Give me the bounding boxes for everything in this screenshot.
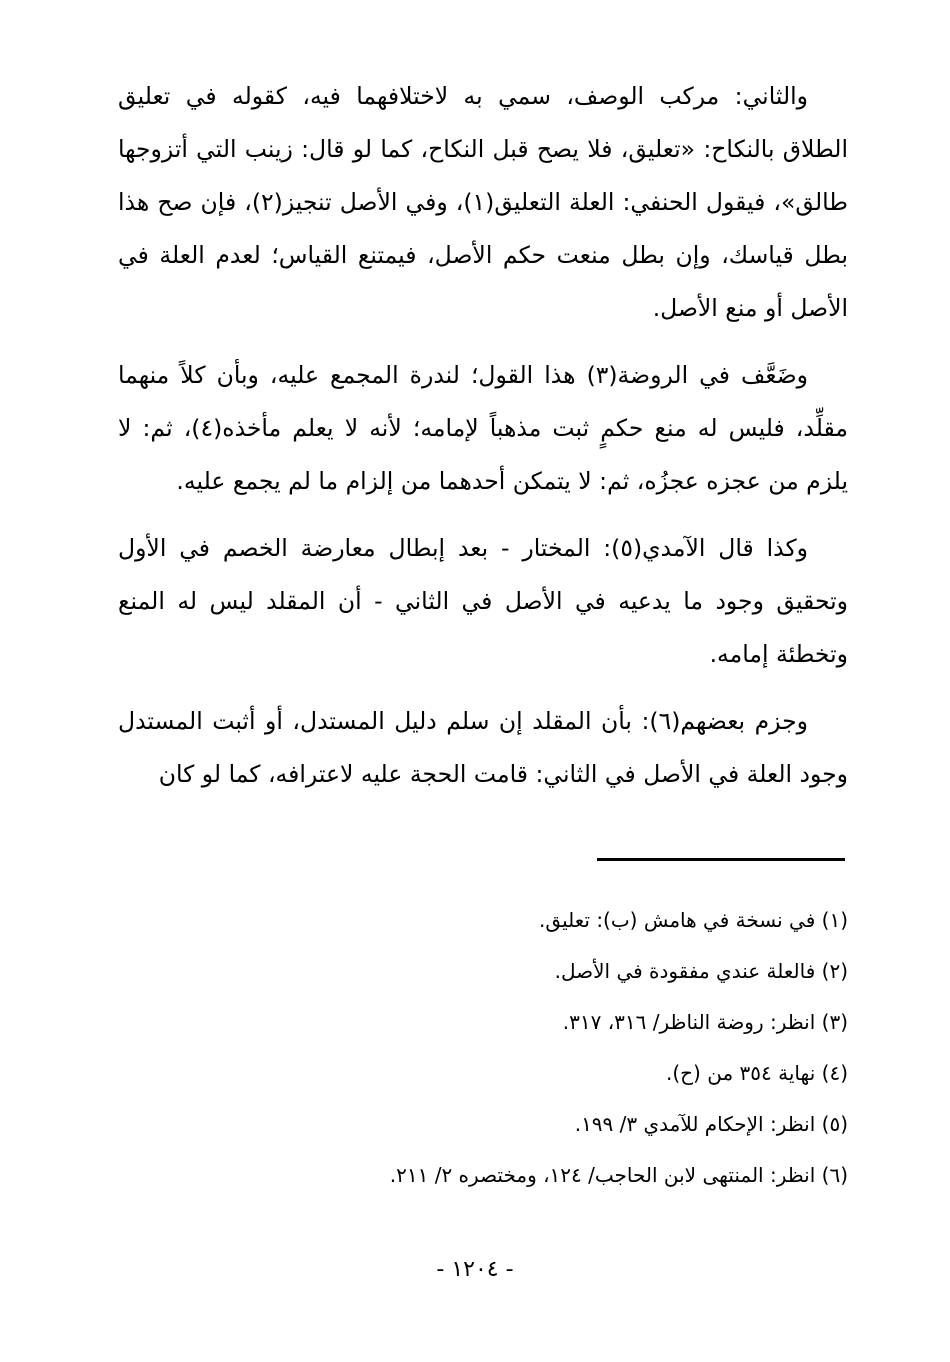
footnote-divider [597, 858, 845, 861]
main-text [118, 70, 848, 815]
footnote-5: (٥) انظر: الإحكام للآمدي ٣/ ١٩٩. [574, 1112, 848, 1136]
paragraph-3: وكذا قال الآمدي(٥): المختار - بعد إبطال معارضة الخصم في الأول وتحقيق وجود ما يدعيه في الأصل في الثاني - أن المقلد ليس له المنع وتخطئة إمامه. [118, 534, 848, 668]
paragraph-2: وضَعَّف في الروضة(٣) هذا القول؛ لندرة المجمع عليه، وبأن كلاً منهما مقلِّد، فليس له منع حكمٍ ثبت مذهباً لإمامه؛ لأنه لا يعلم مأخذه(٤)، ثم: لا يلزم من عجزه عجزُه، ثم: لا يتمكن أحدهما من إلزام ما لم يجمع عليه. [118, 361, 848, 495]
paragraph-4: وجزم بعضهم(٦): بأن المقلد إن سلم دليل المستدل، أو أثبت المستدل وجود العلة في الأصل في الثاني: قامت الحجة عليه لاعترافه، كما لو كان [118, 707, 848, 788]
footnote-2: (٢) فالعلة عندي مفقودة في الأصل. [554, 959, 848, 983]
footnotes [118, 895, 848, 1201]
footnote-3: (٣) انظر: روضة الناظر/ ٣١٦، ٣١٧. [562, 1010, 848, 1034]
footnote-4: (٤) نهاية ٣٥٤ من (ح). [665, 1061, 848, 1085]
footnote-6: (٦) انظر: المنتهى لابن الحاجب/ ١٢٤، ومختصره ٢/ ٢١١. [389, 1163, 848, 1187]
page-number: - ١٢٠٤ - [436, 1257, 514, 1282]
paragraph-1: والثاني: مركب الوصف، سمي به لاختلافهما فيه، كقوله في تعليق الطلاق بالنكاح: «تعليق، فلا يصح قبل النكاح، كما لو قال: زينب التي أتزوجها طالق»، فيقول الحنفي: العلة التعليق(١)، وفي الأصل تنجيز(٢)، فإن صح هذا بطل قياسك، وإن بطل منعت حكم الأصل، فيمتنع القياس؛ لعدم العلة في الأصل أو منع الأصل. [118, 82, 848, 322]
footnote-1: (١) في نسخة في هامش (ب): تعليق. [539, 908, 848, 932]
